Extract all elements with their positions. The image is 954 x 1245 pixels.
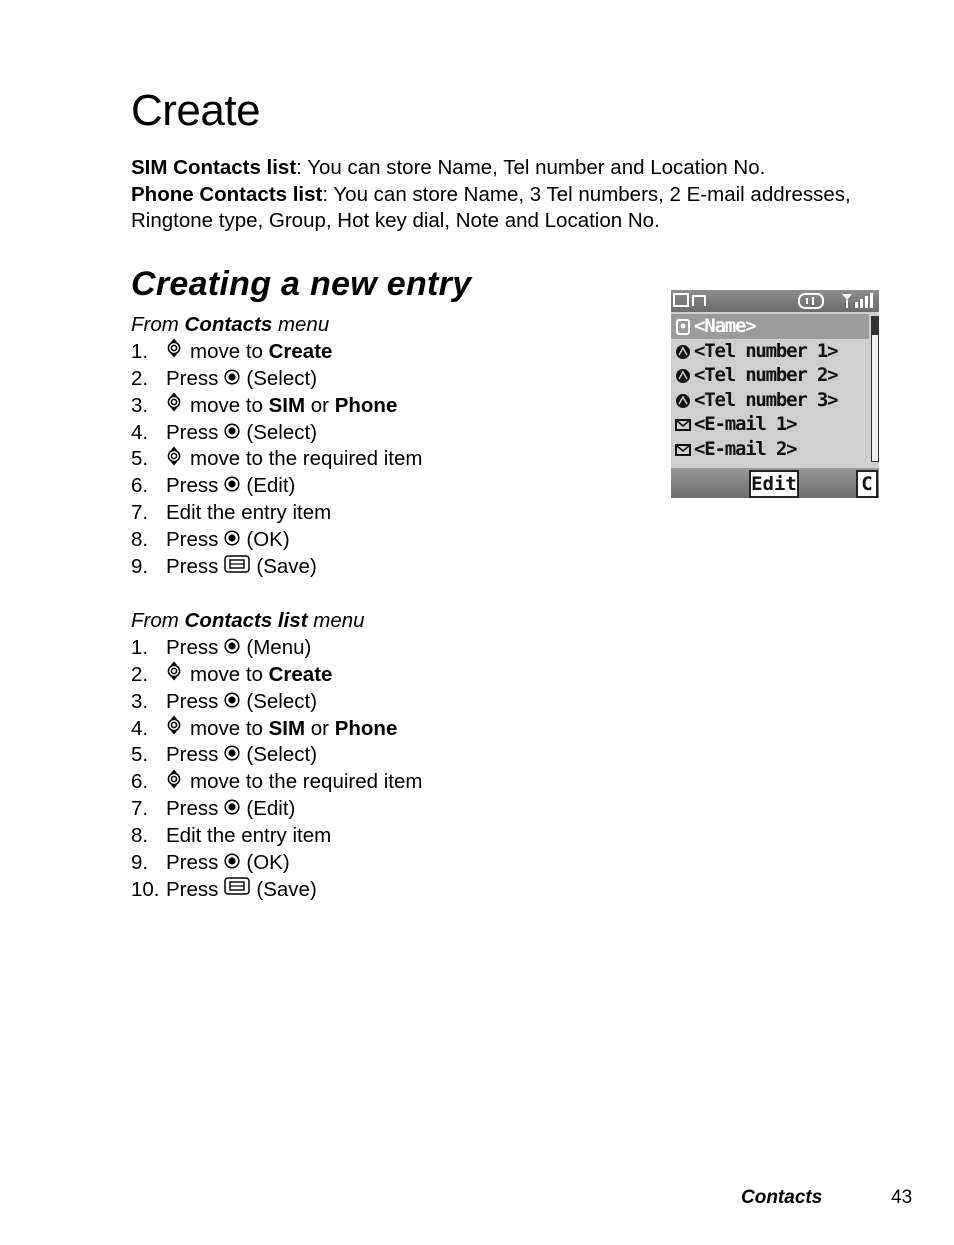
step-number: 7. — [131, 501, 149, 525]
step-item — [131, 473, 422, 500]
step-text: move to Create — [190, 339, 333, 363]
step-text: (OK) — [246, 851, 290, 875]
step-item — [131, 689, 422, 716]
step-item — [131, 446, 422, 473]
step-text: (Edit) — [246, 474, 296, 498]
phone-field-row[interactable] — [671, 314, 869, 339]
select-key-icon — [224, 473, 240, 500]
step-verb: Press — [166, 555, 219, 579]
step-text: move to SIM or Phone — [190, 716, 398, 740]
from-menu-name: Contacts list — [184, 609, 308, 632]
select-key-icon — [224, 366, 240, 393]
phone-contacts-text: : You can store Name, 3 Tel numbers, 2 E-mail addresses, Ringtone type, Group, Hot key dial, Note and Location No. — [131, 182, 851, 232]
step-number: 6. — [131, 474, 149, 498]
select-key-icon — [224, 742, 240, 769]
phone-field-label: <E-mail 1> — [694, 413, 797, 436]
phone-field-label: <Name> — [694, 315, 756, 338]
status-icons — [671, 290, 879, 312]
steps-list-1 — [131, 339, 422, 581]
step-text: (Select) — [246, 420, 318, 444]
call-divert-icon — [693, 296, 705, 306]
select-key-icon — [224, 420, 240, 447]
phone-status-bar — [671, 290, 879, 312]
step-item — [131, 339, 422, 366]
phone-field-row[interactable] — [671, 412, 869, 437]
step-text: (Select) — [246, 689, 318, 713]
phone-field-label: <Tel number 2> — [694, 364, 838, 387]
select-key-icon — [224, 527, 240, 554]
step-number: 1. — [131, 635, 149, 659]
step-text: move to Create — [190, 662, 333, 686]
contact-icon — [675, 318, 691, 334]
step-number: 10. — [131, 877, 160, 901]
phone-number-icon — [675, 367, 691, 383]
step-item — [131, 742, 422, 769]
phone-screenshot — [671, 290, 879, 498]
step-verb: Press — [166, 420, 219, 444]
step-text: (Save) — [256, 555, 317, 579]
phone-number-icon — [675, 343, 691, 359]
navigation-key-icon — [166, 392, 182, 420]
step-number: 7. — [131, 797, 149, 821]
save-key-icon — [224, 554, 250, 582]
step-verb: Press — [166, 877, 219, 901]
step-verb: Press — [166, 743, 219, 767]
email-icon — [675, 441, 691, 457]
step-text: move to the required item — [190, 770, 423, 794]
select-key-icon — [224, 635, 240, 662]
step-number: 4. — [131, 420, 149, 444]
step-item — [131, 500, 422, 527]
step-number: 4. — [131, 716, 149, 740]
from-contacts-list-menu — [131, 608, 422, 635]
signal-strength-icon — [842, 293, 873, 308]
step-text: Edit the entry item — [166, 501, 332, 525]
step-number: 6. — [131, 770, 149, 794]
step-text: Edit the entry item — [166, 824, 332, 848]
step-item — [131, 554, 422, 581]
navigation-key-icon — [166, 769, 182, 797]
intro-text — [131, 155, 911, 235]
select-key-icon — [224, 689, 240, 716]
scrollbar-thumb[interactable] — [872, 317, 878, 335]
step-text: (Edit) — [246, 797, 296, 821]
step-item — [131, 662, 422, 689]
phone-field-row[interactable] — [671, 388, 869, 413]
from-prefix: From — [131, 609, 179, 632]
step-verb: Press — [166, 797, 219, 821]
phone-contacts-label: Phone Contacts list — [131, 182, 323, 206]
sim-contacts-text: : You can store Name, Tel number and Location No. — [296, 156, 766, 179]
step-item — [131, 366, 422, 393]
step-text: (Select) — [246, 366, 318, 390]
page-title: Create — [131, 86, 261, 135]
navigation-key-icon — [166, 715, 182, 743]
footer-section-name: Contacts — [741, 1187, 823, 1208]
section-heading: Creating a new entry — [131, 265, 472, 303]
step-item — [131, 527, 422, 554]
from-suffix: menu — [313, 609, 365, 632]
scrollbar[interactable] — [871, 316, 879, 462]
step-item — [131, 823, 422, 850]
step-verb: Press — [166, 366, 219, 390]
sim-contacts-description — [131, 155, 911, 182]
step-number: 8. — [131, 824, 149, 848]
navigation-key-icon — [166, 661, 182, 689]
step-item — [131, 877, 422, 904]
step-text: (Menu) — [246, 635, 312, 659]
clear-softkey[interactable]: C — [856, 470, 878, 498]
phone-field-label: <Tel number 3> — [694, 388, 838, 411]
step-verb: Press — [166, 528, 219, 552]
step-text: (Save) — [256, 877, 317, 901]
step-text: (Select) — [246, 743, 318, 767]
step-number: 8. — [131, 528, 149, 552]
step-verb: Press — [166, 689, 219, 713]
from-menu-name: Contacts — [184, 313, 273, 336]
select-key-icon — [224, 850, 240, 877]
step-text: (OK) — [246, 528, 290, 552]
step-text: move to the required item — [190, 447, 423, 471]
steps-from-contacts-list — [131, 608, 422, 904]
phone-field-row[interactable] — [671, 363, 869, 388]
step-item — [131, 393, 422, 420]
sim-contacts-label: SIM Contacts list — [131, 156, 297, 179]
step-item — [131, 635, 422, 662]
step-number: 9. — [131, 555, 149, 579]
step-item — [131, 769, 422, 796]
step-text: move to SIM or Phone — [190, 393, 398, 417]
step-number: 2. — [131, 662, 149, 686]
step-number: 9. — [131, 851, 149, 875]
navigation-key-icon — [166, 446, 182, 474]
step-verb: Press — [166, 851, 219, 875]
step-item — [131, 850, 422, 877]
edit-softkey[interactable]: Edit — [749, 470, 799, 498]
save-key-icon — [224, 876, 250, 904]
vibrate-ring-icon — [799, 294, 823, 308]
select-key-icon — [224, 796, 240, 823]
navigation-key-icon — [166, 338, 182, 366]
phone-number-icon — [675, 392, 691, 408]
step-number: 3. — [131, 689, 149, 713]
page-number: 43 — [891, 1187, 913, 1208]
step-item — [131, 796, 422, 823]
step-number: 5. — [131, 447, 149, 471]
step-item — [131, 716, 422, 743]
step-item — [131, 420, 422, 447]
step-number: 3. — [131, 393, 149, 417]
phone-field-label: <Tel number 1> — [694, 339, 838, 362]
step-verb: Press — [166, 474, 219, 498]
steps-from-contacts — [131, 312, 422, 581]
phone-contact-fields — [671, 314, 869, 461]
phone-field-row[interactable] — [671, 437, 869, 462]
email-icon — [675, 416, 691, 432]
step-verb: Press — [166, 635, 219, 659]
step-number: 1. — [131, 339, 149, 363]
from-prefix: From — [131, 313, 179, 336]
phone-contacts-description — [131, 182, 911, 235]
step-number: 5. — [131, 743, 149, 767]
softkey-bar — [671, 468, 879, 498]
steps-list-2 — [131, 635, 422, 904]
from-contacts-menu — [131, 312, 422, 339]
message-icon — [674, 294, 688, 306]
from-suffix: menu — [277, 313, 330, 336]
step-number: 2. — [131, 366, 149, 390]
phone-field-row[interactable] — [671, 339, 869, 364]
phone-field-label: <E-mail 2> — [694, 437, 797, 460]
